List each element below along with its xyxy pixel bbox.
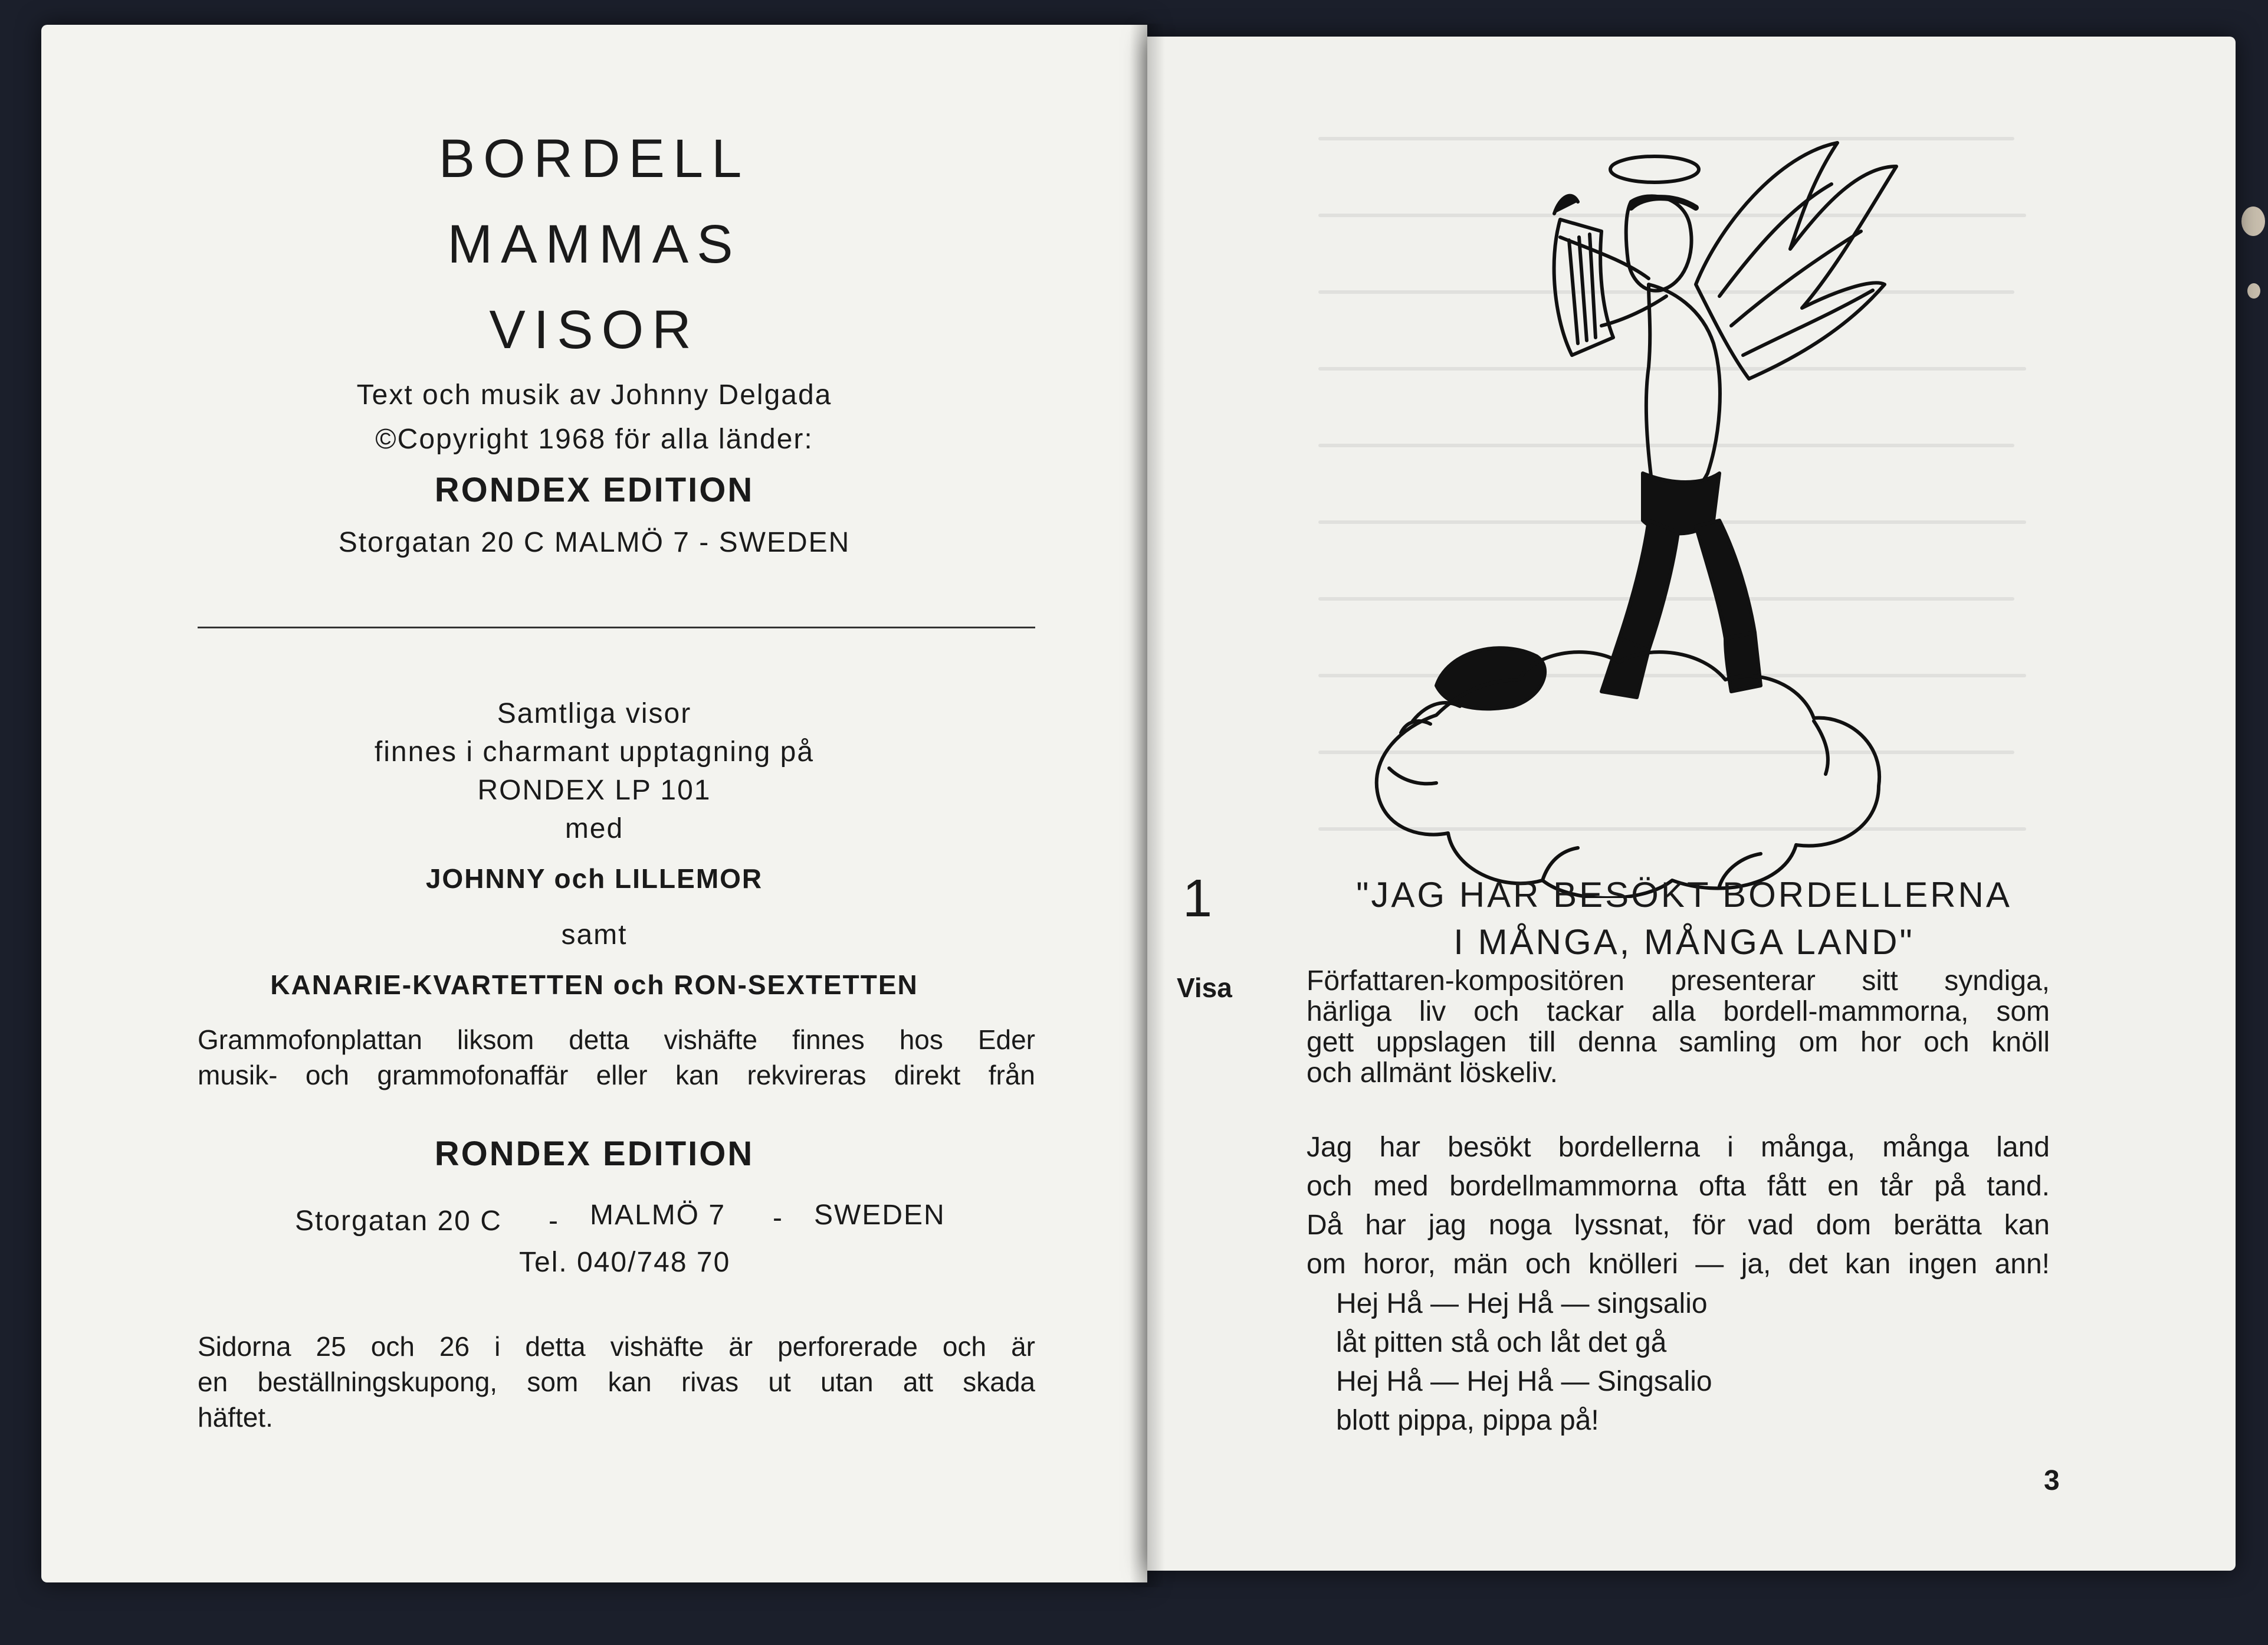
footnote-line-1: Sidorna 25 och 26 i detta vishäfte är perforerade och är	[198, 1331, 1035, 1362]
address2-city: MALMÖ 7	[590, 1200, 726, 1231]
credit-line: Text och musik av Johnny Delgada	[356, 379, 832, 411]
address2-dash-1: -	[549, 1205, 559, 1237]
address2-dash-2: -	[773, 1202, 783, 1234]
booklet-title-line-3: VISOR	[489, 300, 700, 360]
availability-line-1: Grammofonplattan liksom detta vishäfte finnes hos Eder	[198, 1024, 1035, 1055]
left-page	[41, 25, 1147, 1582]
booklet-title-line-2: MAMMAS	[447, 214, 741, 274]
verse-line-4: om horor, män och knölleri — ja, det kan ingen ann!	[1307, 1249, 2050, 1280]
artist-secondary: KANARIE-KVARTETTEN och RON-SEXTETTEN	[270, 969, 918, 1000]
recording-line-2: finnes i charmant upptagning på	[374, 736, 815, 768]
artist-primary: JOHNNY och LILLEMOR	[425, 863, 763, 894]
availability-line-2: musik- och grammofonaffär eller kan rekvireras direkt från	[198, 1060, 1035, 1090]
verse-line-3: Då har jag noga lyssnat, för vad dom berätta kan	[1307, 1210, 2050, 1241]
song-intro	[1307, 966, 2050, 1089]
address2-street: Storgatan 20 C	[295, 1205, 502, 1237]
samt-word: samt	[561, 919, 628, 951]
song-number: 1	[1183, 869, 1213, 928]
publisher-address: Storgatan 20 C MALMÖ 7 - SWEDEN	[338, 527, 851, 558]
background-speck	[2241, 207, 2265, 236]
intro-line-4: och allmänt löskeliv.	[1307, 1057, 1558, 1089]
song-chorus	[1336, 1284, 1712, 1440]
booklet-title-line-1: BORDELL	[438, 129, 750, 189]
song-title-line-1: "JAG HAR BESÖKT BORDELLERNA	[1356, 875, 2012, 915]
publisher-name-2: RONDEX EDITION	[434, 1135, 754, 1173]
intro-line-1: Författaren-kompositören presenterar sitt syndiga,	[1307, 965, 2050, 997]
address2-country: SWEDEN	[814, 1200, 946, 1231]
song-title-line-2: I MÅNGA, MÅNGA LAND"	[1453, 922, 1915, 962]
recording-line-4: med	[564, 813, 624, 844]
chorus-line-1: Hej Hå — Hej Hå — singsalio	[1336, 1288, 1708, 1319]
recording-line-1: Samtliga visor	[497, 698, 692, 729]
angel-on-cloud-illustration	[1366, 131, 1926, 898]
background-speck	[2247, 283, 2260, 299]
song-type-label: Visa	[1177, 972, 1232, 1003]
footnote-line-3: häftet.	[198, 1402, 273, 1433]
chorus-line-2: låt pitten stå och låt det gå	[1336, 1327, 1667, 1358]
availability-paragraph	[198, 1022, 1035, 1093]
footnote-line-2: en beställningskupong, som kan rivas ut utan att skada	[198, 1367, 1035, 1397]
recording-line-3: RONDEX LP 101	[477, 775, 711, 806]
copyright-line: ©Copyright 1968 för alla länder:	[375, 424, 813, 455]
verse-line-2: och med bordellmammorna ofta fått en tår på tand.	[1307, 1171, 2050, 1202]
footnote-paragraph	[198, 1329, 1035, 1435]
publisher-name: RONDEX EDITION	[434, 471, 754, 509]
book-gutter	[1130, 24, 1165, 1587]
intro-line-3: gett uppslagen till denna samling om hor och knöll	[1307, 1027, 2050, 1058]
chorus-line-3: Hej Hå — Hej Hå — Singsalio	[1336, 1366, 1712, 1397]
song-title	[1324, 871, 2044, 966]
page-number: 3	[2044, 1465, 2060, 1496]
verse-line-1: Jag har besökt bordellerna i många, många land	[1307, 1132, 2050, 1163]
phone-line: Tel. 040/748 70	[519, 1247, 731, 1278]
intro-line-2: härliga liv och tackar alla bordell-mammorna, som	[1307, 996, 2050, 1027]
divider-rule	[198, 627, 1035, 628]
chorus-line-4: blott pippa, pippa på!	[1336, 1405, 1599, 1436]
song-verse	[1307, 1128, 2050, 1284]
right-page	[1147, 37, 2236, 1571]
